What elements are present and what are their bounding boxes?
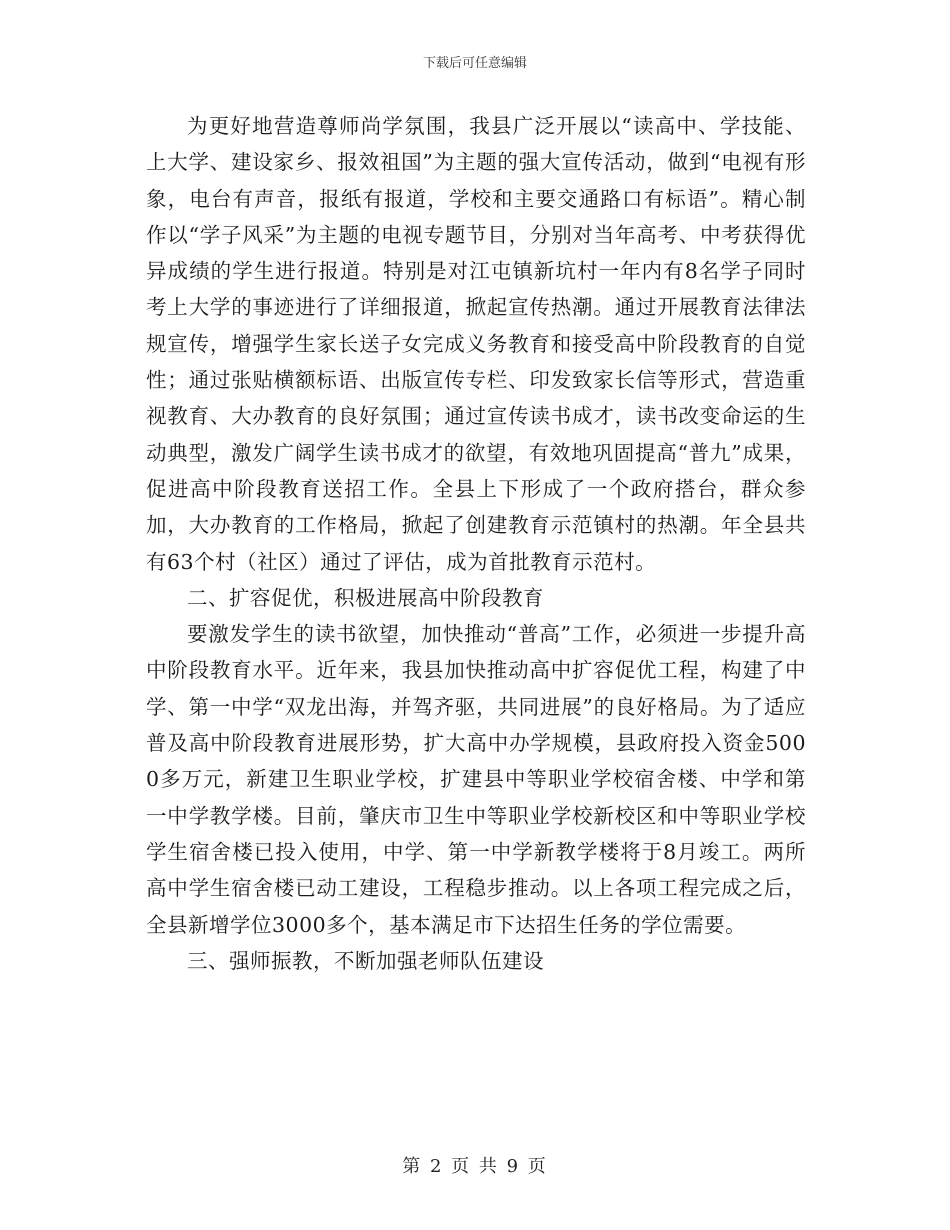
section-heading: 二、扩容促优，积极进展高中阶段教育 xyxy=(187,585,544,610)
page-header: 下载后可任意编辑 xyxy=(422,56,527,71)
page-number-footer: 第 2 页 共 9 页 xyxy=(402,1156,548,1177)
body-paragraph: 为更好地营造尊师尚学氛围，我县广泛开展以“读高中、学技能、上大学、建设家乡、报效祖国”为主题的强大宣传活动，做到“电视有形象，电台有声音，报纸有报道，学校和主要交通路口有标语”。精心制作以“学子风采”为主题的电视专题节目，分别对当年高考、中考获得优异成绩的学生进行报道。特别是对江屯镇新坑村一年内有8名学子同时考上大学的事迹进行了详细报道，掀起宣传热潮。通过开展教育法律法规宣传，增强学生家长送子女完成义务教育和接受高中阶段教育的自觉性；通过张贴横额标语、出版宣传专栏、印发致家长信等形式，营造重视教育、大办教育的良好氛围；通过宣传读书成才，读书改变命运的生动典型，激发广阔学生读书成才的欲望，有效地巩固提高“普九”成果，促进高中阶段教育送招工作。全县上下形成了一个政府搭台，群众参加，大办教育的工作格局，掀起了创建教育示范镇村的热潮。年全县共有63个村（社区）通过了评估，成为首批教育示范村。 xyxy=(146,114,806,574)
document-body xyxy=(146,108,806,979)
body-paragraph: 要激发学生的读书欲望，加快推动“普高”工作，必须进一步提升高中阶段教育水平。近年来，我县加快推动高中扩容促优工程，构建了中学、第一中学“双龙出海，并驾齐驱，共同进展”的良好格局。为了适应普及高中阶段教育进展形势，扩大高中办学规模，县政府投入资金5000多万元，新建卫生职业学校，扩建县中等职业学校宿舍楼、中学和第一中学教学楼。目前，肇庆市卫生中等职业学校新校区和中等职业学校学生宿舍楼已投入使用，中学、第一中学新教学楼将于8月竣工。两所高中学生宿舍楼已动工建设，工程稳步推动。以上各项工程完成之后，全县新增学位3000多个，基本满足市下达招生任务的学位需要。 xyxy=(146,622,806,937)
section-heading: 三、强师振教，不断加强老师队伍建设 xyxy=(187,948,544,973)
